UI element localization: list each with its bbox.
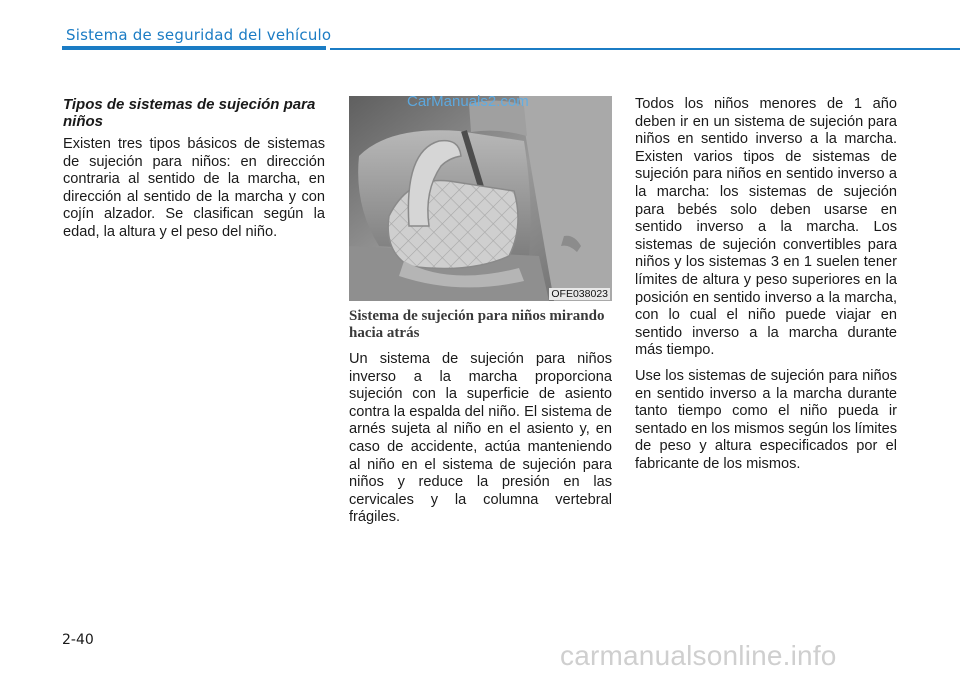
- column-right: [635, 96, 897, 481]
- figure-child-seat: [349, 96, 612, 301]
- child-seat-shell: [388, 180, 518, 268]
- rear-facing-paragraph: Un sistema de sujeción para niños inverso a la marcha proporciona sujeción con la superficie de asiento contra la espalda del niño. El sistema de arnés sujeta al niño en el asiento y, en caso de accidente, actúa manteniendo al niño en el sistema de sujeción para niños y reduce la presión en las cervicales y la columna vertebral frágiles.: [349, 351, 612, 526]
- header-rule: [330, 48, 960, 50]
- column-middle: [349, 308, 612, 535]
- figure-watermark: CarManuals2.com: [407, 93, 529, 110]
- rear-facing-child-seat-illustration: [349, 96, 612, 301]
- intro-paragraph: Existen tres tipos básicos de sistemas de sujeción para niños: en dirección contraria al sentido de la marcha, en dirección al sentido de la marcha y con cojín alzador. Se clasifican según la edad, la altura y el peso del niño.: [63, 136, 325, 240]
- section-heading: Tipos de sistemas de sujeción para niños: [63, 96, 316, 130]
- column-left: [63, 96, 325, 250]
- header-bar-accent: [62, 46, 326, 50]
- under-one-year-paragraph: Todos los niños menores de 1 año deben ir en un sistema de sujeción para niños en sentido inverso a la marcha. Existen varios tipos de sistemas de sujeción para niños en sentido inverso a la marcha: los sistemas de sujeción para bebés solo deben usarse en sentido inverso a la marcha. Los sistemas de sujeción convertibles para niños y los sistemas 3 en 1 suelen tener límites de altura y peso superiores en la posición en sentido inverso a la marcha, con lo cual el niño puede viajar en sentido inverso a la marcha durante más tiempo.: [635, 96, 897, 359]
- footer-watermark: carmanualsonline.info: [560, 640, 837, 671]
- header-section-title: Sistema de seguridad del vehículo: [66, 26, 332, 44]
- figure-code-label: OFE038023: [551, 288, 608, 300]
- usage-duration-paragraph: Use los sistemas de sujeción para niños en sentido inverso a la marcha durante tanto tiempo como el niño pueda ir sentado en los mismos según los límites de peso y altura especificados por el fabricante de los mismos.: [635, 367, 897, 472]
- page-number: 2-40: [62, 632, 94, 648]
- figure-caption: Sistema de sujeción para niños mirando hacia atrás: [349, 308, 605, 341]
